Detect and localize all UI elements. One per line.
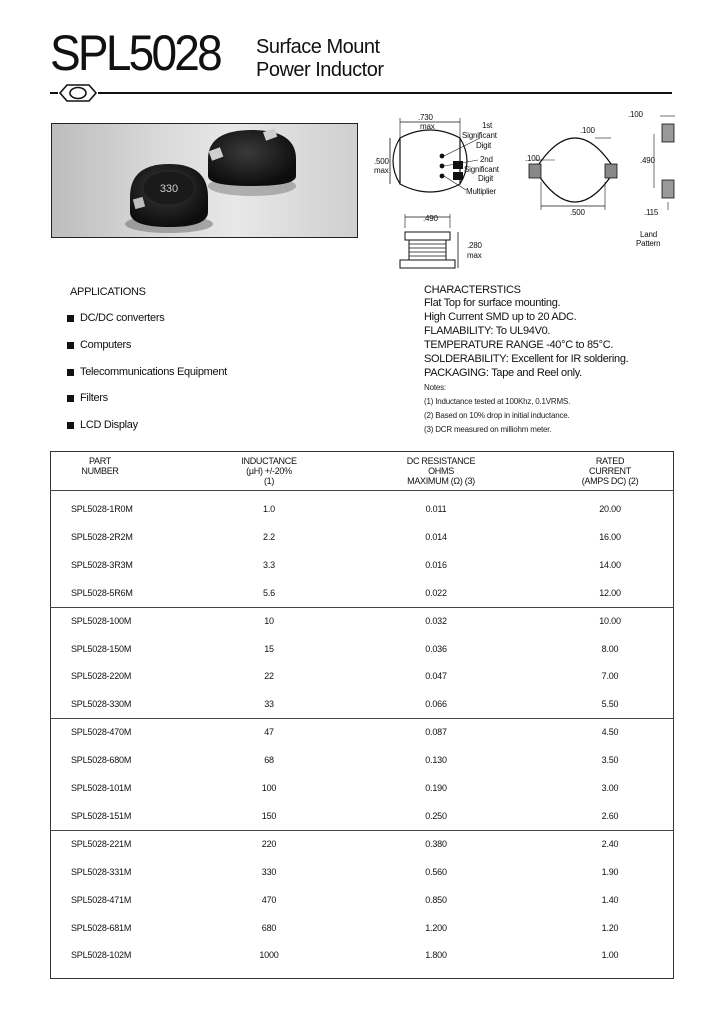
- table-cell-part: SPL5028-1R0M: [71, 504, 133, 514]
- table-cell-part: SPL5028-471M: [71, 895, 132, 905]
- divider: [50, 490, 674, 491]
- table-cell-ind: 10: [264, 616, 274, 626]
- list-item: Computers: [67, 339, 131, 351]
- table-cell-cur: 5.50: [601, 699, 619, 709]
- table-cell-dcr: 0.014: [425, 532, 447, 542]
- table-cell-dcr: 0.850: [425, 895, 447, 905]
- table-cell-dcr: 0.130: [425, 755, 447, 765]
- dim-bottom-pad-left: .100: [525, 154, 540, 163]
- table-cell-dcr: 0.036: [425, 644, 447, 654]
- label-1st-significant: Significant: [462, 131, 497, 140]
- table-cell-ind: 3.3: [263, 560, 275, 570]
- divider: [50, 607, 674, 608]
- bullet-icon: [67, 422, 74, 429]
- table-cell-part: SPL5028-331M: [71, 867, 132, 877]
- table-cell-dcr: 0.066: [425, 699, 447, 709]
- table-cell-part: SPL5028-470M: [71, 727, 132, 737]
- table-cell-part: SPL5028-5R6M: [71, 588, 133, 598]
- label-2nd: 2nd: [480, 155, 493, 164]
- list-item: LCD Display: [67, 419, 138, 431]
- label-1st: 1st: [482, 121, 493, 130]
- table-cell-cur: 3.00: [601, 783, 619, 793]
- table-cell-dcr: 0.560: [425, 867, 447, 877]
- table-cell-ind: 470: [261, 895, 277, 905]
- table-cell-cur: 3.50: [601, 755, 619, 765]
- header-dc-resistance: DC RESISTANCE OHMS MAXIMUM (Ω) (3): [406, 456, 476, 486]
- table-cell-part: SPL5028-102M: [71, 950, 132, 960]
- dim-top-height-max: max: [374, 166, 389, 175]
- table-cell-ind: 5.6: [263, 588, 275, 598]
- dim-top-width: .730: [418, 113, 433, 122]
- table-cell-dcr: 1.800: [425, 950, 447, 960]
- table-cell-part: SPL5028-151M: [71, 811, 132, 821]
- dim-bottom-span: .500: [570, 208, 585, 217]
- dim-top-width-max: max: [420, 122, 435, 131]
- table-cell-cur: 1.40: [601, 895, 619, 905]
- bullet-icon: [67, 395, 74, 402]
- table-cell-cur: 1.00: [601, 950, 619, 960]
- characteristic-line: SOLDERABILITY: Excellent for IR soldering.: [424, 353, 629, 365]
- subtitle-line-2: Power Inductor: [256, 59, 384, 81]
- land-pattern-drawing: [630, 108, 680, 218]
- table-cell-part: SPL5028-220M: [71, 671, 132, 681]
- table-cell-cur: 1.20: [601, 923, 619, 933]
- note-line: (1) Inductance tested at 100Khz, 0.1VRMS.: [424, 397, 571, 406]
- list-item: Telecommunications Equipment: [67, 366, 227, 378]
- table-cell-dcr: 0.380: [425, 839, 447, 849]
- table-cell-cur: 14.00: [599, 560, 621, 570]
- product-photo: [51, 123, 358, 238]
- table-cell-ind: 68: [264, 755, 274, 765]
- header-rated-current: RATED CURRENT (AMPS DC) (2): [581, 456, 639, 486]
- table-cell-ind: 680: [261, 923, 277, 933]
- characteristic-line: High Current SMD up to 20 ADC.: [424, 311, 577, 323]
- table-cell-cur: 4.50: [601, 727, 619, 737]
- label-1st-digit: Digit: [476, 141, 492, 150]
- table-cell-dcr: 0.190: [425, 783, 447, 793]
- subtitle-line-1: Surface Mount: [256, 36, 380, 58]
- notes-heading: Notes:: [424, 383, 446, 392]
- header-inductance: INDUCTANCE (µH) +/-20% (1): [241, 456, 297, 486]
- table-cell-cur: 2.60: [601, 811, 619, 821]
- table-cell-ind: 330: [261, 867, 277, 877]
- table-cell-ind: 1000: [259, 950, 279, 960]
- note-line: (2) Based on 10% drop in initial inductance.: [424, 411, 570, 420]
- list-item: DC/DC converters: [67, 312, 164, 324]
- table-cell-ind: 47: [264, 727, 274, 737]
- dim-side-height-max: max: [467, 251, 482, 260]
- logo-icon: [58, 83, 98, 103]
- note-line: (3) DCR measured on milliohm meter.: [424, 425, 552, 434]
- part-title: SPL5028: [50, 25, 220, 81]
- header-rule: [50, 92, 672, 94]
- table-cell-ind: 100: [261, 783, 277, 793]
- table-cell-ind: 15: [264, 644, 274, 654]
- characteristic-line: Flat Top for surface mounting.: [424, 297, 561, 309]
- characteristic-line: PACKAGING: Tape and Reel only.: [424, 367, 582, 379]
- table-cell-cur: 16.00: [599, 532, 621, 542]
- photo-marking: 330: [159, 183, 179, 195]
- table-cell-dcr: 1.200: [425, 923, 447, 933]
- table-cell-cur: 7.00: [601, 671, 619, 681]
- bottom-view-drawing: [515, 120, 625, 220]
- dim-land-span: .490: [640, 156, 655, 165]
- table-cell-part: SPL5028-101M: [71, 783, 132, 793]
- table-cell-part: SPL5028-330M: [71, 699, 132, 709]
- list-item: Filters: [67, 392, 108, 404]
- table-cell-ind: 2.2: [263, 532, 275, 542]
- label-2nd-significant: Significant: [464, 165, 499, 174]
- table-cell-ind: 220: [261, 839, 277, 849]
- bullet-icon: [67, 369, 74, 376]
- dim-side-height: .280: [467, 241, 482, 250]
- table-cell-cur: 20.00: [599, 504, 621, 514]
- divider: [50, 830, 674, 831]
- bullet-icon: [67, 342, 74, 349]
- table-cell-cur: 12.00: [599, 588, 621, 598]
- land-label-pattern: Pattern: [636, 239, 661, 248]
- table-cell-dcr: 0.087: [425, 727, 447, 737]
- label-2nd-digit: Digit: [478, 174, 494, 183]
- table-cell-dcr: 0.011: [425, 504, 447, 514]
- table-cell-ind: 22: [264, 671, 274, 681]
- characteristic-line: FLAMABILITY: To UL94V0.: [424, 325, 551, 337]
- table-cell-ind: 1.0: [263, 504, 275, 514]
- table-cell-cur: 2.40: [601, 839, 619, 849]
- table-cell-part: SPL5028-2R2M: [71, 532, 133, 542]
- table-cell-dcr: 0.032: [425, 616, 447, 626]
- table-cell-part: SPL5028-100M: [71, 616, 132, 626]
- dim-top-height: .500: [374, 157, 389, 166]
- land-label: Land: [640, 230, 657, 239]
- dim-land-gap: .115: [644, 208, 659, 217]
- characteristics-heading: CHARACTERSTICS: [424, 284, 521, 296]
- table-cell-cur: 8.00: [601, 644, 619, 654]
- dim-land-pad: .100: [628, 110, 643, 119]
- table-cell-dcr: 0.047: [425, 671, 447, 681]
- table-cell-part: SPL5028-221M: [71, 839, 132, 849]
- table-cell-part: SPL5028-681M: [71, 923, 132, 933]
- table-cell-ind: 33: [264, 699, 274, 709]
- table-cell-dcr: 0.016: [425, 560, 447, 570]
- table-cell-part: SPL5028-150M: [71, 644, 132, 654]
- divider: [50, 718, 674, 719]
- header-part: PART NUMBER: [81, 456, 119, 476]
- table-cell-dcr: 0.250: [425, 811, 447, 821]
- dim-side-width: .490: [423, 214, 438, 223]
- table-cell-cur: 1.90: [601, 867, 619, 877]
- characteristic-line: TEMPERATURE RANGE -40°C to 85°C.: [424, 339, 614, 351]
- dim-bottom-pad: .100: [580, 126, 595, 135]
- label-multiplier: Multiplier: [466, 187, 497, 196]
- table-cell-dcr: 0.022: [425, 588, 447, 598]
- applications-heading: APPLICATIONS: [70, 286, 146, 298]
- table-cell-cur: 10.00: [599, 616, 621, 626]
- table-cell-part: SPL5028-3R3M: [71, 560, 133, 570]
- table-cell-ind: 150: [261, 811, 277, 821]
- table-cell-part: SPL5028-680M: [71, 755, 132, 765]
- bullet-icon: [67, 315, 74, 322]
